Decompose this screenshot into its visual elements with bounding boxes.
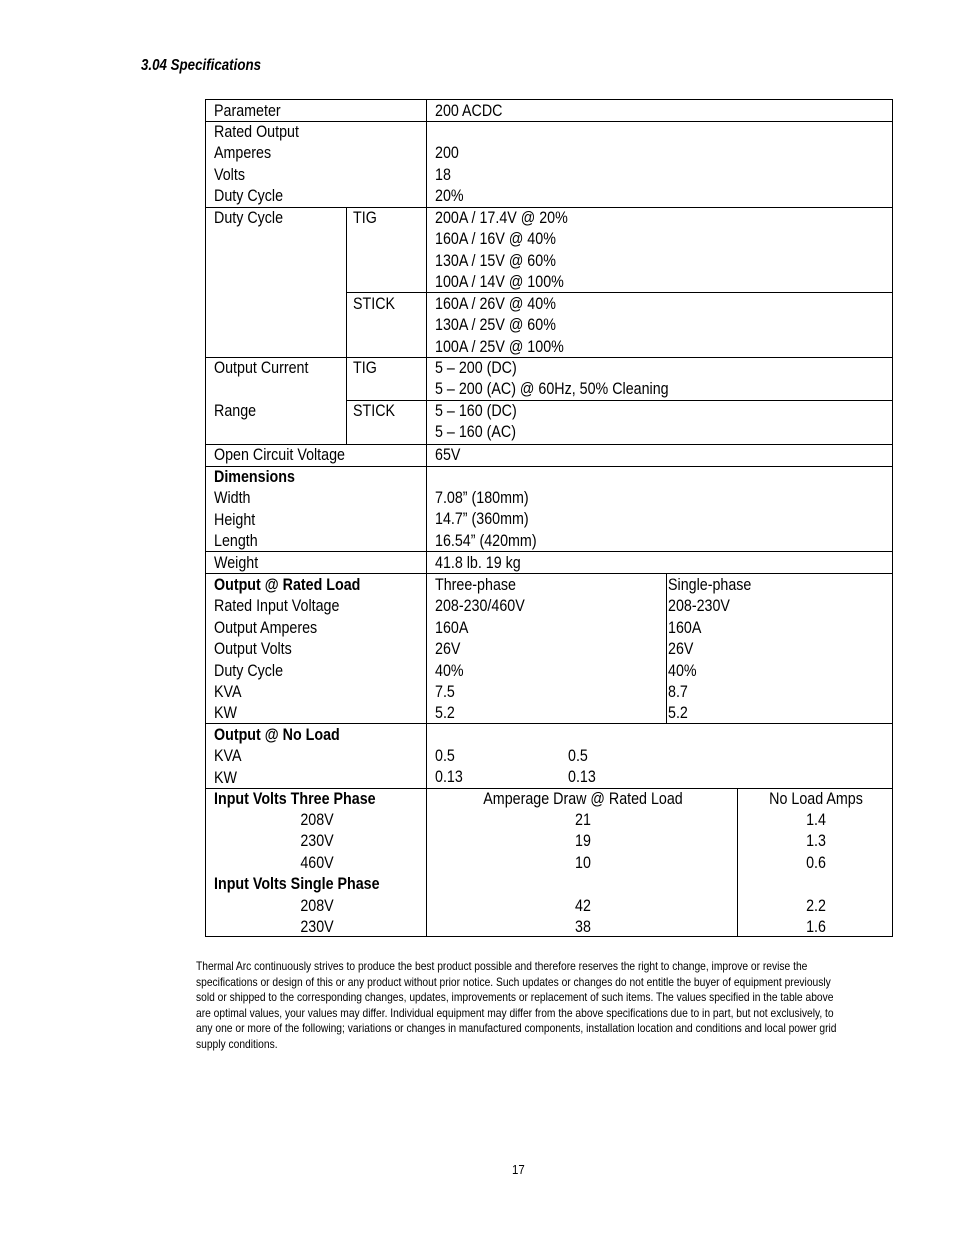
- duty-cycle-stick-label: STICK: [353, 294, 396, 313]
- output-current-tig-values: 5 – 200 (DC) 5 – 200 (AC) @ 60Hz, 50% Cleaning: [435, 358, 669, 399]
- output-current-range-label: Range: [214, 401, 257, 420]
- ocv-value: 65V: [435, 445, 461, 464]
- no-load-amps-header: No Load Amps: [769, 789, 863, 808]
- input-single-phase-heading: Input Volts Single Phase: [214, 874, 380, 893]
- page-number: 17: [512, 1162, 525, 1177]
- output-current-tig-label: TIG: [353, 358, 377, 377]
- duty-cycle-label: Duty Cycle: [214, 208, 284, 227]
- no-load-labels: Output @ No Load KVA KW: [214, 725, 340, 787]
- no-load-amps-single: 2.2 1.6: [806, 896, 826, 937]
- input-three-phase-volts: 208V 230V 460V: [300, 810, 334, 872]
- ocv-label: Open Circuit Voltage: [214, 445, 345, 464]
- model-header: 200 ACDC: [435, 101, 503, 120]
- rated-load-labels: Output @ Rated Load Rated Input Voltage Output Amperes Output Volts Duty Cycle KVA KW: [214, 575, 361, 723]
- input-three-phase-heading: Input Volts Three Phase: [214, 789, 376, 808]
- duty-cycle-tig-label: TIG: [353, 208, 377, 227]
- disclaimer-notice: Thermal Arc continuously strives to produce the best product possible and therefore reserves the right to change, improve or revise the specifications or design of this or any product without prior notice. Such updates or changes do not entitle the buyer of equipment previously sold or shipped to the corresponding changes, updates, improvements or replacement of such items. The values specified in the table above are optimal values, your values may differ. Individual equipment may differ from the above specifications due to in part, but not exclusively, to any one or more of the following; variations or changes in manufactured components, installation location and conditions and local power grid supply conditions.: [196, 959, 837, 1051]
- no-load-amps-three: 1.4 1.3 0.6: [806, 810, 826, 872]
- duty-cycle-tig-values: 200A / 17.4V @ 20% 160A / 16V @ 40% 130A / 15V @ 60% 100A / 14V @ 100%: [435, 208, 568, 292]
- no-load-col1: 0.5 0.13: [435, 746, 463, 787]
- amperage-draw-single: 42 38: [575, 896, 591, 937]
- parameter-header: Parameter: [214, 101, 281, 120]
- output-current-stick-values: 5 – 160 (DC) 5 – 160 (AC): [435, 401, 517, 442]
- specifications-table: [205, 99, 893, 937]
- dimensions-values: 7.08” (180mm) 14.7” (360mm) 16.54” (420mm): [435, 488, 537, 550]
- weight-value: 41.8 lb. 19 kg: [435, 553, 521, 572]
- duty-cycle-stick-values: 160A / 26V @ 40% 130A / 25V @ 60% 100A / 25V @ 100%: [435, 294, 564, 356]
- no-load-col2: 0.5 0.13: [568, 746, 596, 787]
- input-single-phase-volts: 208V 230V: [300, 896, 334, 937]
- output-current-label: Output Current: [214, 358, 309, 377]
- rated-output-values: 200 18 20%: [435, 143, 464, 206]
- amperage-draw-header: Amperage Draw @ Rated Load: [483, 789, 683, 808]
- rated-load-three-phase: Three-phase 208-230/460V 160A 26V 40% 7.5 5.2: [435, 575, 525, 723]
- amperage-draw-three: 21 19 10: [575, 810, 591, 872]
- dimensions-labels: Dimensions Width Height Length: [214, 467, 295, 551]
- section-title: 3.04 Specifications: [141, 57, 262, 74]
- weight-label: Weight: [214, 553, 259, 572]
- rated-load-single-phase: Single-phase 208-230V 160A 26V 40% 8.7 5.2: [668, 575, 752, 723]
- output-current-stick-label: STICK: [353, 401, 396, 420]
- rated-output-labels: Rated Output Amperes Volts Duty Cycle: [214, 122, 299, 206]
